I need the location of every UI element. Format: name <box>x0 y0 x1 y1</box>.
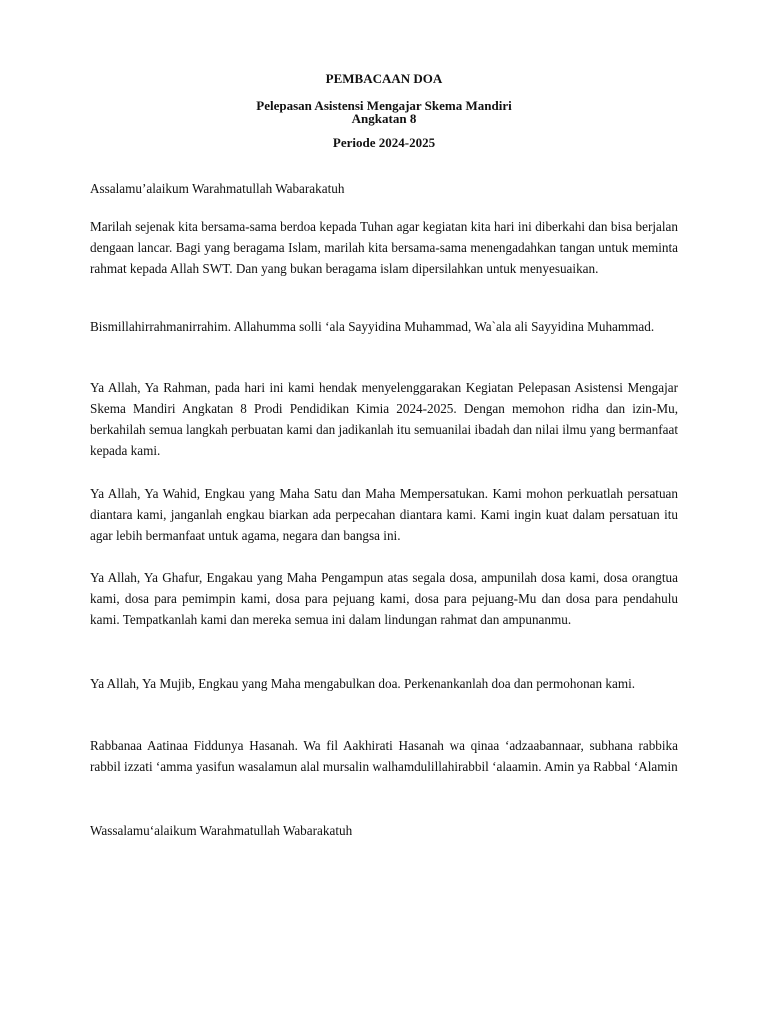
document-period: Periode 2024-2025 <box>332 135 436 150</box>
paragraph-ya-rahman: Ya Allah, Ya Rahman, pada hari ini kami hendak menyelenggarakan Kegiatan Pelepasan Asistensi Mengajar Skema Mandiri Angkatan 8 Prodi Pendidikan Kimia 2024-2025. Dengan memohon ridha dan izin-Mu, berkahilah semua langkah perbuatan kami dan jadikanlah itu semuanilai ibadah dan nilai ilmu yang bermanfaat kepada kami. <box>90 380 678 458</box>
paragraph-ya-wahid: Ya Allah, Ya Wahid, Engkau yang Maha Satu dan Maha Mempersatukan. Kami mohon perkuatlah persatuan diantara kami, janganlah engkau biarkan ada perpecahan diantara kami. Kami ingin kuat dalam persatuan itu agar lebih bermanfaat untuk agama, negara dan bangsa ini. <box>90 486 678 543</box>
paragraph-opening: Marilah sejenak kita bersama-sama berdoa kepada Tuhan agar kegiatan kita hari ini diberkahi dan bisa berjalan dengaan lancar. Bagi yang beragama Islam, marilah kita bersama-sama menengadahkan tangan untuk meminta rahmat kepada Allah SWT. Dan yang bukan beragama islam dipersilahkan untuk menyesuaikan. <box>90 219 678 276</box>
greeting: Assalamu’alaikum Warahmatullah Wabarakatuh <box>90 181 345 196</box>
document-subtitle: Pelepasan Asistensi Mengajar Skema Mandiri <box>256 98 512 113</box>
paragraph-ya-mujib: Ya Allah, Ya Mujib, Engkau yang Maha mengabulkan doa. Perkenankanlah doa dan permohonan kami. <box>90 676 636 691</box>
document-batch: Angkatan 8 <box>351 111 417 126</box>
document-title: PEMBACAAN DOA <box>325 71 443 86</box>
paragraph-bismillah: Bismillahirrahmanirrahim. Allahumma solli ‘ala Sayyidina Muhammad, Wa`ala ali Sayyidina Muhammad. <box>90 319 655 334</box>
paragraph-rabbanaa: Rabbanaa Aatinaa Fiddunya Hasanah. Wa fil Aakhirati Hasanah wa qinaa ‘adzaabannaar, subhana rabbika rabbil izzati ‘amma yasifun wasalamun alal mursalin walhamdulillahirabbil ‘alaamin. Amin ya Rabbal ‘Alamin <box>90 738 678 774</box>
closing-salutation: Wassalamu‘alaikum Warahmatullah Wabarakatuh <box>90 823 353 838</box>
paragraph-ya-ghafur: Ya Allah, Ya Ghafur, Engakau yang Maha Pengampun atas segala dosa, ampunilah dosa kami, dosa orangtua kami, dosa para pemimpin kami, dosa para pejuang kami, dosa para pejuang-Mu dan dosa para pendahulu kami. Tempatkanlah kami dan mereka semua ini dalam lindungan rahmat dan ampunanmu. <box>90 570 678 627</box>
